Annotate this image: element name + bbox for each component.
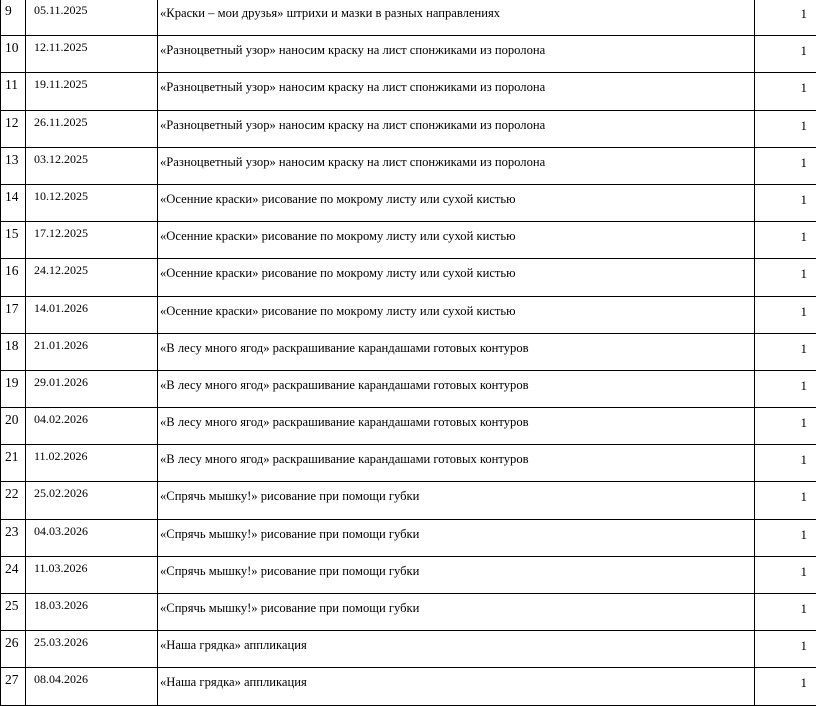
lesson-number-cell: 16 bbox=[1, 259, 26, 296]
lesson-hours-cell: 1 bbox=[755, 556, 816, 593]
lesson-date-cell: 14.01.2026 bbox=[26, 296, 158, 333]
lesson-topic-cell: «Осенние краски» рисование по мокрому листу или сухой кистью bbox=[158, 296, 755, 333]
lesson-hours-cell: 1 bbox=[755, 668, 816, 705]
lesson-topic-cell: «Осенние краски» рисование по мокрому листу или сухой кистью bbox=[158, 259, 755, 296]
lesson-number-cell: 22 bbox=[1, 482, 26, 519]
table-row bbox=[1, 556, 816, 593]
lesson-date-cell: 21.01.2026 bbox=[26, 333, 158, 370]
lesson-date-cell: 24.12.2025 bbox=[26, 259, 158, 296]
lesson-topic-cell: «В лесу много ягод» раскрашивание карандашами готовых контуров bbox=[158, 370, 755, 407]
table-row bbox=[1, 147, 816, 184]
lesson-topic-cell: «Разноцветный узор» наносим краску на лист спонжиками из поролона bbox=[158, 73, 755, 110]
table-row bbox=[1, 73, 816, 110]
table-row bbox=[1, 594, 816, 631]
lesson-hours-cell: 1 bbox=[755, 36, 816, 73]
lesson-date-cell: 10.12.2025 bbox=[26, 184, 158, 221]
lesson-hours-cell: 1 bbox=[755, 482, 816, 519]
lesson-hours-cell: 1 bbox=[755, 445, 816, 482]
lesson-number-cell: 11 bbox=[1, 73, 26, 110]
lesson-hours-cell: 1 bbox=[755, 0, 816, 36]
table-row bbox=[1, 370, 816, 407]
lesson-date-cell: 25.03.2026 bbox=[26, 631, 158, 668]
lesson-date-cell: 04.02.2026 bbox=[26, 408, 158, 445]
lesson-date-cell: 11.02.2026 bbox=[26, 445, 158, 482]
table-row bbox=[1, 333, 816, 370]
lesson-date-cell: 11.03.2026 bbox=[26, 556, 158, 593]
lesson-hours-cell: 1 bbox=[755, 594, 816, 631]
table-row bbox=[1, 519, 816, 556]
table-row bbox=[1, 296, 816, 333]
lesson-date-cell: 03.12.2025 bbox=[26, 147, 158, 184]
lesson-date-cell: 18.03.2026 bbox=[26, 594, 158, 631]
lesson-date-cell: 17.12.2025 bbox=[26, 222, 158, 259]
lesson-topic-cell: «Спрячь мышку!» рисование при помощи губки bbox=[158, 556, 755, 593]
lesson-number-cell: 25 bbox=[1, 594, 26, 631]
lesson-date-cell: 05.11.2025 bbox=[26, 0, 158, 36]
lesson-hours-cell: 1 bbox=[755, 333, 816, 370]
lesson-number-cell: 14 bbox=[1, 184, 26, 221]
lesson-hours-cell: 1 bbox=[755, 222, 816, 259]
table-row bbox=[1, 482, 816, 519]
lesson-topic-cell: «В лесу много ягод» раскрашивание карандашами готовых контуров bbox=[158, 333, 755, 370]
table-row bbox=[1, 668, 816, 705]
lesson-topic-cell: «Спрячь мышку!» рисование при помощи губки bbox=[158, 482, 755, 519]
lesson-hours-cell: 1 bbox=[755, 184, 816, 221]
lesson-date-cell: 25.02.2026 bbox=[26, 482, 158, 519]
schedule-table-body bbox=[1, 0, 816, 705]
lesson-hours-cell: 1 bbox=[755, 519, 816, 556]
lesson-date-cell: 08.04.2026 bbox=[26, 668, 158, 705]
lesson-hours-cell: 1 bbox=[755, 110, 816, 147]
lesson-number-cell: 12 bbox=[1, 110, 26, 147]
table-row bbox=[1, 110, 816, 147]
lesson-number-cell: 27 bbox=[1, 668, 26, 705]
lesson-date-cell: 29.01.2026 bbox=[26, 370, 158, 407]
table-row bbox=[1, 259, 816, 296]
lesson-hours-cell: 1 bbox=[755, 73, 816, 110]
lesson-number-cell: 9 bbox=[1, 0, 26, 36]
lesson-number-cell: 21 bbox=[1, 445, 26, 482]
lesson-date-cell: 26.11.2025 bbox=[26, 110, 158, 147]
lesson-number-cell: 15 bbox=[1, 222, 26, 259]
lesson-topic-cell: «Спрячь мышку!» рисование при помощи губки bbox=[158, 594, 755, 631]
lesson-number-cell: 20 bbox=[1, 408, 26, 445]
lesson-topic-cell: «Осенние краски» рисование по мокрому листу или сухой кистью bbox=[158, 222, 755, 259]
lesson-hours-cell: 1 bbox=[755, 296, 816, 333]
table-row bbox=[1, 631, 816, 668]
lesson-number-cell: 17 bbox=[1, 296, 26, 333]
lesson-hours-cell: 1 bbox=[755, 631, 816, 668]
lesson-topic-cell: «Разноцветный узор» наносим краску на лист спонжиками из поролона bbox=[158, 36, 755, 73]
lesson-topic-cell: «Краски – мои друзья» штрихи и мазки в разных направлениях bbox=[158, 0, 755, 36]
lesson-number-cell: 26 bbox=[1, 631, 26, 668]
table-row bbox=[1, 184, 816, 221]
lesson-topic-cell: «Спрячь мышку!» рисование при помощи губки bbox=[158, 519, 755, 556]
table-row bbox=[1, 445, 816, 482]
lesson-topic-cell: «Наша грядка» аппликация bbox=[158, 631, 755, 668]
lesson-topic-cell: «В лесу много ягод» раскрашивание карандашами готовых контуров bbox=[158, 408, 755, 445]
table-row bbox=[1, 222, 816, 259]
table-row bbox=[1, 36, 816, 73]
lesson-number-cell: 23 bbox=[1, 519, 26, 556]
lesson-date-cell: 04.03.2026 bbox=[26, 519, 158, 556]
lesson-date-cell: 19.11.2025 bbox=[26, 73, 158, 110]
lesson-number-cell: 24 bbox=[1, 556, 26, 593]
lesson-number-cell: 18 bbox=[1, 333, 26, 370]
table-row bbox=[1, 408, 816, 445]
lesson-topic-cell: «Разноцветный узор» наносим краску на лист спонжиками из поролона bbox=[158, 110, 755, 147]
lesson-number-cell: 13 bbox=[1, 147, 26, 184]
lesson-topic-cell: «Наша грядка» аппликация bbox=[158, 668, 755, 705]
lesson-hours-cell: 1 bbox=[755, 408, 816, 445]
table-row bbox=[1, 0, 816, 36]
lesson-hours-cell: 1 bbox=[755, 147, 816, 184]
lesson-number-cell: 19 bbox=[1, 370, 26, 407]
lesson-hours-cell: 1 bbox=[755, 370, 816, 407]
lesson-number-cell: 10 bbox=[1, 36, 26, 73]
lesson-topic-cell: «В лесу много ягод» раскрашивание карандашами готовых контуров bbox=[158, 445, 755, 482]
lesson-date-cell: 12.11.2025 bbox=[26, 36, 158, 73]
lesson-topic-cell: «Осенние краски» рисование по мокрому листу или сухой кистью bbox=[158, 184, 755, 221]
lesson-hours-cell: 1 bbox=[755, 259, 816, 296]
lesson-topic-cell: «Разноцветный узор» наносим краску на лист спонжиками из поролона bbox=[158, 147, 755, 184]
